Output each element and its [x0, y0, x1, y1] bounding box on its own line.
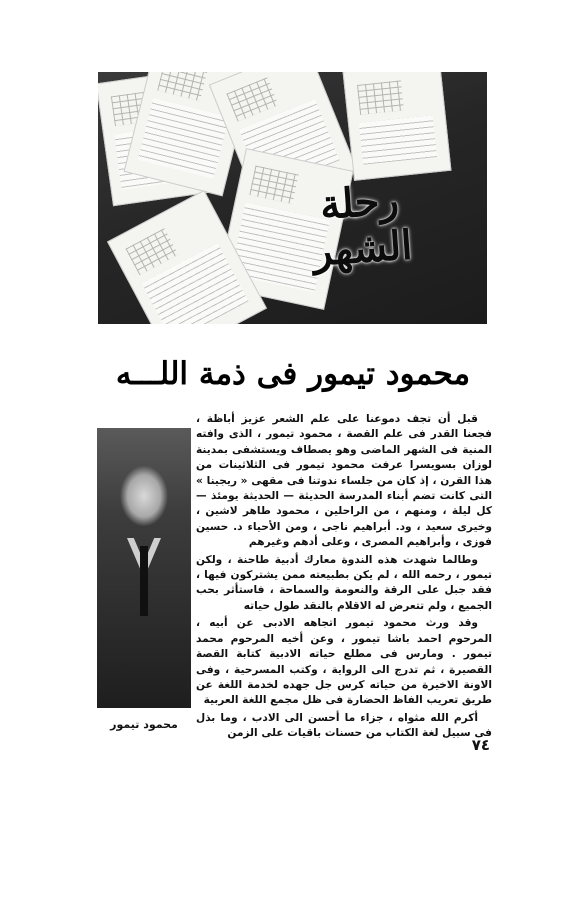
- page-number: ٧٤: [471, 736, 490, 754]
- section-title-line1: رحلة: [318, 176, 401, 229]
- article-headline: محمود تيمور فى ذمة اللـــه: [115, 356, 471, 392]
- article-paragraph: وطالما شهدت هذه الندوة معارك أدبية طاحنة ، ولكن تيمور ، رحمه الله ، لم يكن بطبيعته ممن يشتركون فيها ، فقد جبل على الرقة والنعومة والسماحة ، فاستأثر بحب الجميع ، ولم تتعرض له الاقلام بالنقد طول حياته: [196, 553, 492, 612]
- article-paragraph: قبل أن تجف دموعنا على علم الشعر عزيز أباظة ، فجعنا القدر فى علم القصة ، محمود تيمور ، الذى وافته المنية فى الشهر الماضى وهو يصطاف ويستشفى بمدينة لوزان بسويسرا عرفت محمود تيمور فى الثلاثينات من هذا القرن ، إذ كان من جلساء ندوتنا فى مقهى « ريجينا » التى كانت تضم أبناء المدرسة الحديثة — الحديثة يومئذ — كل ليلة ، ومنهم ، من الراحلين ، محمود طاهر لاشين ، وخيرى سعيد ، ود. أبراهيم ناجى ، ومن الأحياء د. حسين فوزى ، وأبراهيم المصرى ، وعلى أدهم وغيرهم: [196, 413, 492, 549]
- article-paragraph: أكرم الله مثواه ، جزاء ما أحسن الى الادب ، وما بذل فى سبيل لغة الكتاب من حسنات باقيات على الزمن: [196, 711, 492, 740]
- article-banner-image: [98, 72, 487, 324]
- article-body: [196, 412, 492, 744]
- article-paragraph: وقد ورث محمود تيمور اتجاهه الادبى عن أبيه ، المرحوم احمد باشا تيمور ، وعن أخيه المرحوم محمد تيمور . ومارس فى مطلع حياته الادبية كتابة القصة القصيرة ، ثم تدرج الى الرواية ، وكتب المسرحية ، وفى الاونة الاخيرة من حياته كرس جل جهده لخدمة اللغة عن طريق تعريب الفاظ الحضارة فى ظل مجمع اللغة العربية: [196, 617, 492, 707]
- section-title: [258, 173, 464, 279]
- portrait-photo: [97, 428, 191, 708]
- photo-caption: محمود تيمور: [110, 718, 178, 731]
- section-title-line2: الشهر: [311, 221, 414, 276]
- calendar-page: [343, 72, 452, 181]
